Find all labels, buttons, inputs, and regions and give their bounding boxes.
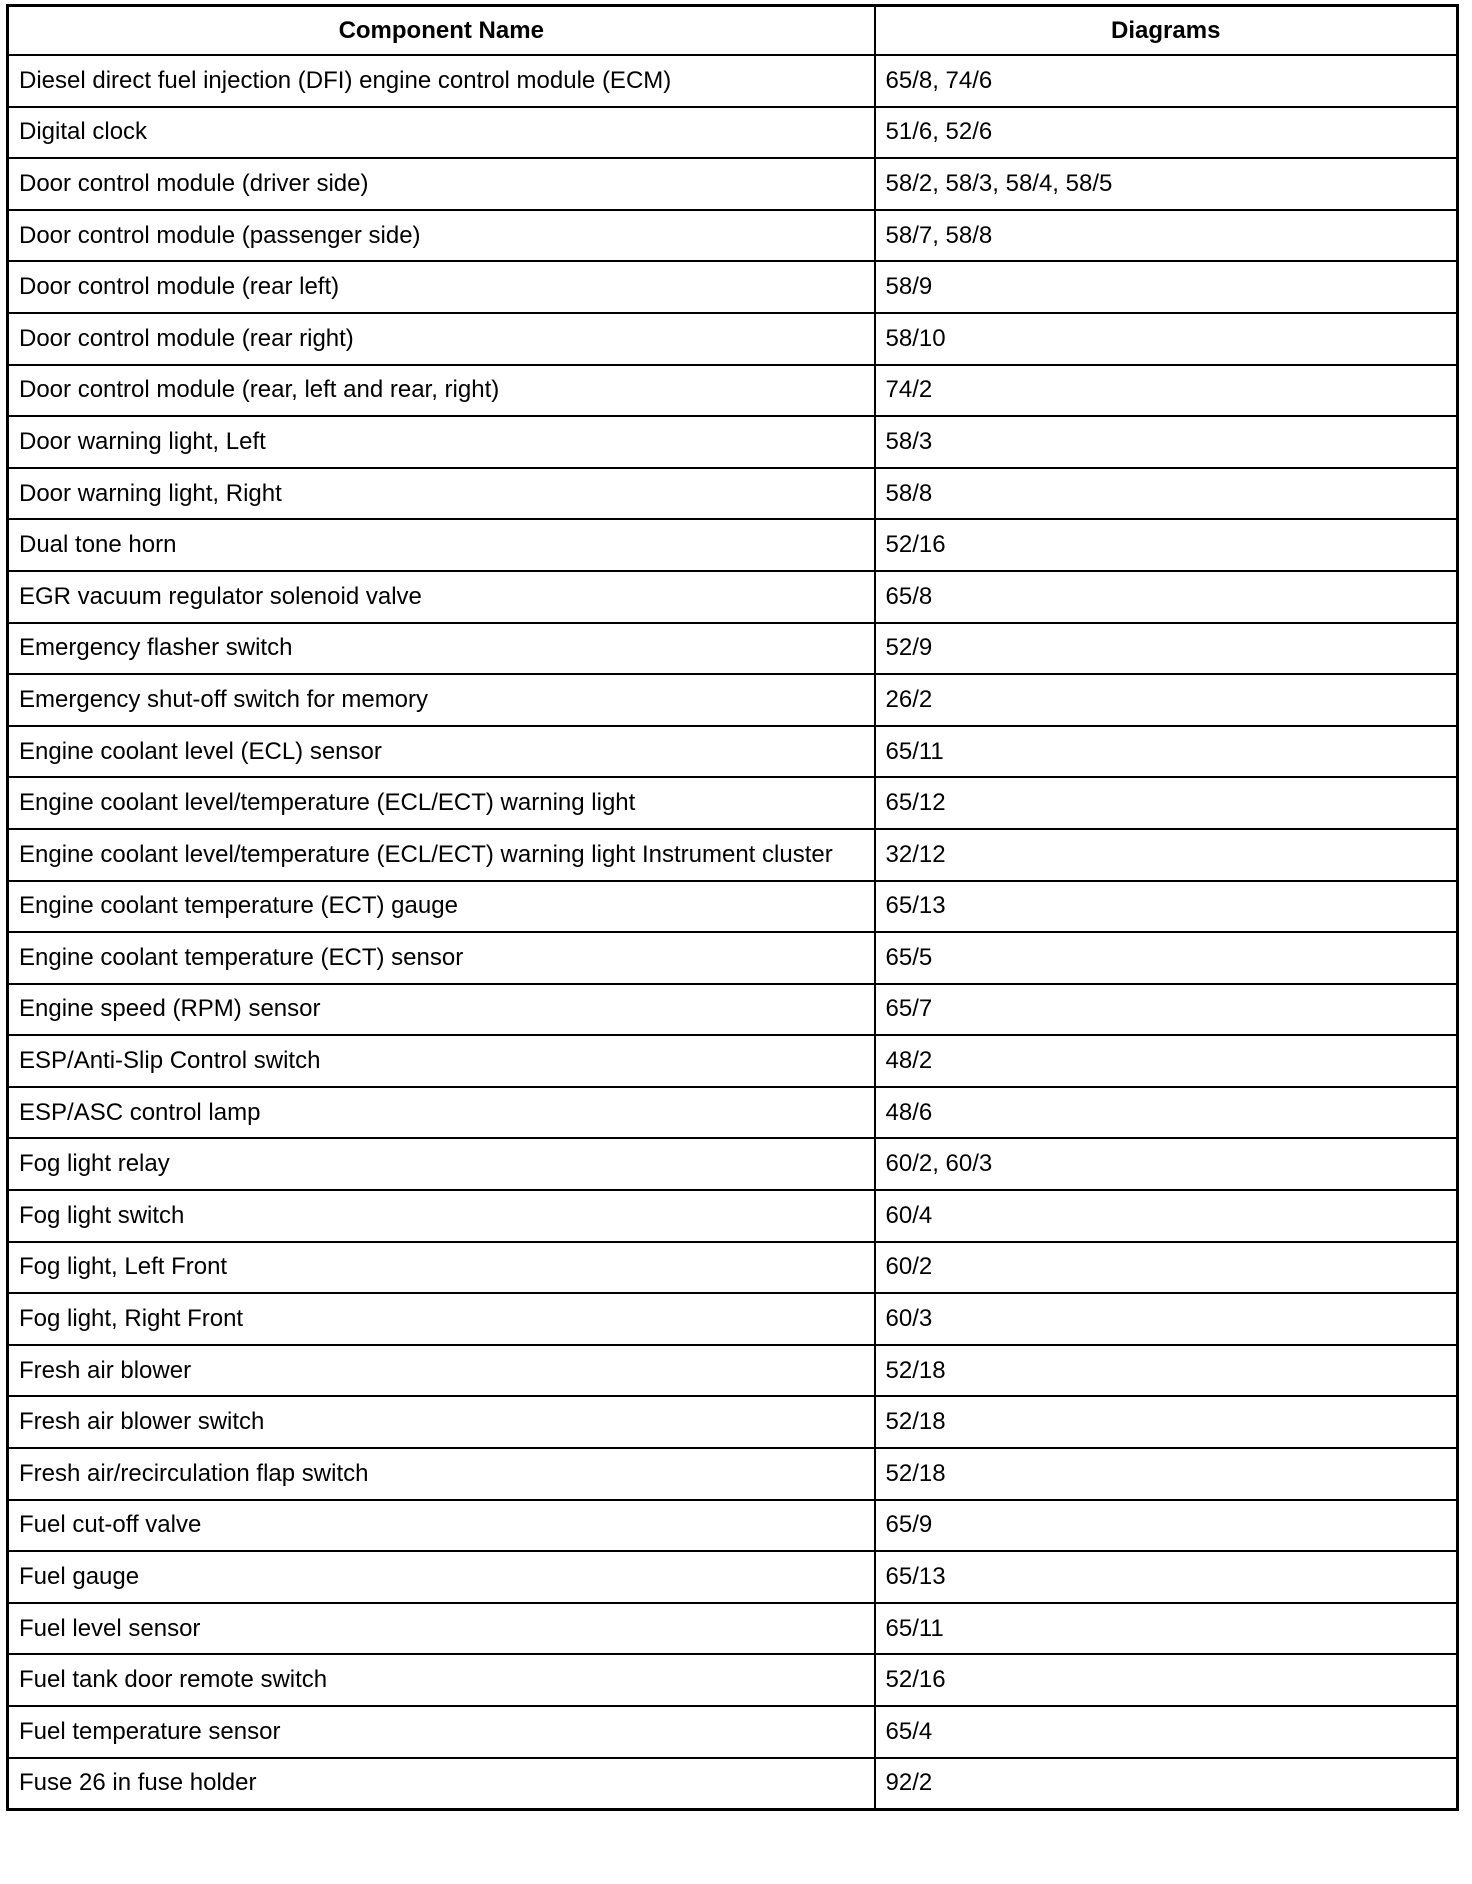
table-row <box>8 571 1458 623</box>
diagrams-cell: 48/2 <box>875 1035 1458 1087</box>
table-row <box>8 1345 1458 1397</box>
diagrams-cell: 52/16 <box>875 1654 1458 1706</box>
diagrams-cell: 48/6 <box>875 1087 1458 1139</box>
table-row <box>8 1087 1458 1139</box>
diagrams-cell: 52/18 <box>875 1396 1458 1448</box>
table-row <box>8 1706 1458 1758</box>
diagrams-cell: 26/2 <box>875 674 1458 726</box>
table-row <box>8 674 1458 726</box>
diagrams-cell: 65/8, 74/6 <box>875 55 1458 107</box>
table-row <box>8 829 1458 881</box>
diagrams-cell: 65/4 <box>875 1706 1458 1758</box>
component-name-cell: Fog light relay <box>8 1138 875 1190</box>
table-row <box>8 1396 1458 1448</box>
diagrams-cell: 60/4 <box>875 1190 1458 1242</box>
component-name-cell: Door control module (rear left) <box>8 261 875 313</box>
component-name-cell: Door control module (rear right) <box>8 313 875 365</box>
table-row <box>8 623 1458 675</box>
diagrams-cell: 65/13 <box>875 881 1458 933</box>
component-name-cell: Fog light, Right Front <box>8 1293 875 1345</box>
diagrams-cell: 65/8 <box>875 571 1458 623</box>
table-row <box>8 1500 1458 1552</box>
diagrams-cell: 60/2 <box>875 1242 1458 1294</box>
diagrams-cell: 74/2 <box>875 365 1458 417</box>
table-row <box>8 1293 1458 1345</box>
header-diagrams: Diagrams <box>875 6 1458 56</box>
table-row <box>8 984 1458 1036</box>
component-name-cell: Fuel gauge <box>8 1551 875 1603</box>
table-row <box>8 1448 1458 1500</box>
table-row <box>8 1551 1458 1603</box>
component-name-cell: ESP/ASC control lamp <box>8 1087 875 1139</box>
component-name-cell: Digital clock <box>8 107 875 159</box>
component-name-cell: Engine coolant level (ECL) sensor <box>8 726 875 778</box>
table-row <box>8 416 1458 468</box>
table-row <box>8 107 1458 159</box>
diagrams-cell: 51/6, 52/6 <box>875 107 1458 159</box>
component-name-cell: Door control module (driver side) <box>8 158 875 210</box>
diagrams-cell: 65/5 <box>875 932 1458 984</box>
component-name-cell: Fuel cut-off valve <box>8 1500 875 1552</box>
component-name-cell: Fresh air blower switch <box>8 1396 875 1448</box>
component-name-cell: Fog light, Left Front <box>8 1242 875 1294</box>
component-name-cell: Emergency shut-off switch for memory <box>8 674 875 726</box>
component-name-cell: Fog light switch <box>8 1190 875 1242</box>
table-row <box>8 777 1458 829</box>
table-row <box>8 158 1458 210</box>
component-name-cell: Diesel direct fuel injection (DFI) engine control module (ECM) <box>8 55 875 107</box>
component-name-cell: Fuse 26 in fuse holder <box>8 1758 875 1810</box>
component-name-cell: Door warning light, Right <box>8 468 875 520</box>
component-name-cell: EGR vacuum regulator solenoid valve <box>8 571 875 623</box>
table-row <box>8 210 1458 262</box>
component-name-cell: ESP/Anti-Slip Control switch <box>8 1035 875 1087</box>
component-name-cell: Engine coolant level/temperature (ECL/ECT) warning light Instrument cluster <box>8 829 875 881</box>
diagrams-cell: 58/10 <box>875 313 1458 365</box>
table-row <box>8 1190 1458 1242</box>
table-row <box>8 1603 1458 1655</box>
table-row <box>8 1758 1458 1810</box>
table-row <box>8 726 1458 778</box>
component-name-cell: Door warning light, Left <box>8 416 875 468</box>
component-name-cell: Engine coolant temperature (ECT) gauge <box>8 881 875 933</box>
diagrams-cell: 58/8 <box>875 468 1458 520</box>
table-row <box>8 1654 1458 1706</box>
table-row <box>8 1138 1458 1190</box>
diagrams-cell: 92/2 <box>875 1758 1458 1810</box>
table-row <box>8 932 1458 984</box>
table-row <box>8 313 1458 365</box>
diagrams-cell: 52/18 <box>875 1448 1458 1500</box>
diagrams-cell: 32/12 <box>875 829 1458 881</box>
table-row <box>8 55 1458 107</box>
table-row <box>8 1035 1458 1087</box>
diagrams-cell: 65/11 <box>875 1603 1458 1655</box>
table-row <box>8 261 1458 313</box>
component-name-cell: Door control module (rear, left and rear, right) <box>8 365 875 417</box>
table-row <box>8 1242 1458 1294</box>
table-row <box>8 468 1458 520</box>
table-row <box>8 881 1458 933</box>
component-name-cell: Engine coolant level/temperature (ECL/ECT) warning light <box>8 777 875 829</box>
diagrams-cell: 65/12 <box>875 777 1458 829</box>
diagrams-cell: 65/13 <box>875 1551 1458 1603</box>
diagrams-cell: 58/7, 58/8 <box>875 210 1458 262</box>
component-name-cell: Emergency flasher switch <box>8 623 875 675</box>
component-name-cell: Dual tone horn <box>8 519 875 571</box>
header-component-name: Component Name <box>8 6 875 56</box>
diagrams-cell: 58/2, 58/3, 58/4, 58/5 <box>875 158 1458 210</box>
diagrams-cell: 65/7 <box>875 984 1458 1036</box>
component-name-cell: Fuel tank door remote switch <box>8 1654 875 1706</box>
diagrams-cell: 60/3 <box>875 1293 1458 1345</box>
component-name-cell: Engine speed (RPM) sensor <box>8 984 875 1036</box>
diagrams-cell: 58/9 <box>875 261 1458 313</box>
diagrams-cell: 52/9 <box>875 623 1458 675</box>
component-name-cell: Fuel level sensor <box>8 1603 875 1655</box>
component-name-cell: Fresh air blower <box>8 1345 875 1397</box>
component-diagram-table <box>6 4 1459 1811</box>
component-name-cell: Door control module (passenger side) <box>8 210 875 262</box>
diagrams-cell: 52/18 <box>875 1345 1458 1397</box>
diagrams-cell: 58/3 <box>875 416 1458 468</box>
table-row <box>8 365 1458 417</box>
table-body <box>8 55 1458 1810</box>
diagrams-cell: 65/9 <box>875 1500 1458 1552</box>
component-table-container <box>6 4 1456 1811</box>
table-header-row <box>8 6 1458 56</box>
component-name-cell: Fresh air/recirculation flap switch <box>8 1448 875 1500</box>
component-name-cell: Fuel temperature sensor <box>8 1706 875 1758</box>
diagrams-cell: 65/11 <box>875 726 1458 778</box>
diagrams-cell: 52/16 <box>875 519 1458 571</box>
component-name-cell: Engine coolant temperature (ECT) sensor <box>8 932 875 984</box>
table-row <box>8 519 1458 571</box>
diagrams-cell: 60/2, 60/3 <box>875 1138 1458 1190</box>
